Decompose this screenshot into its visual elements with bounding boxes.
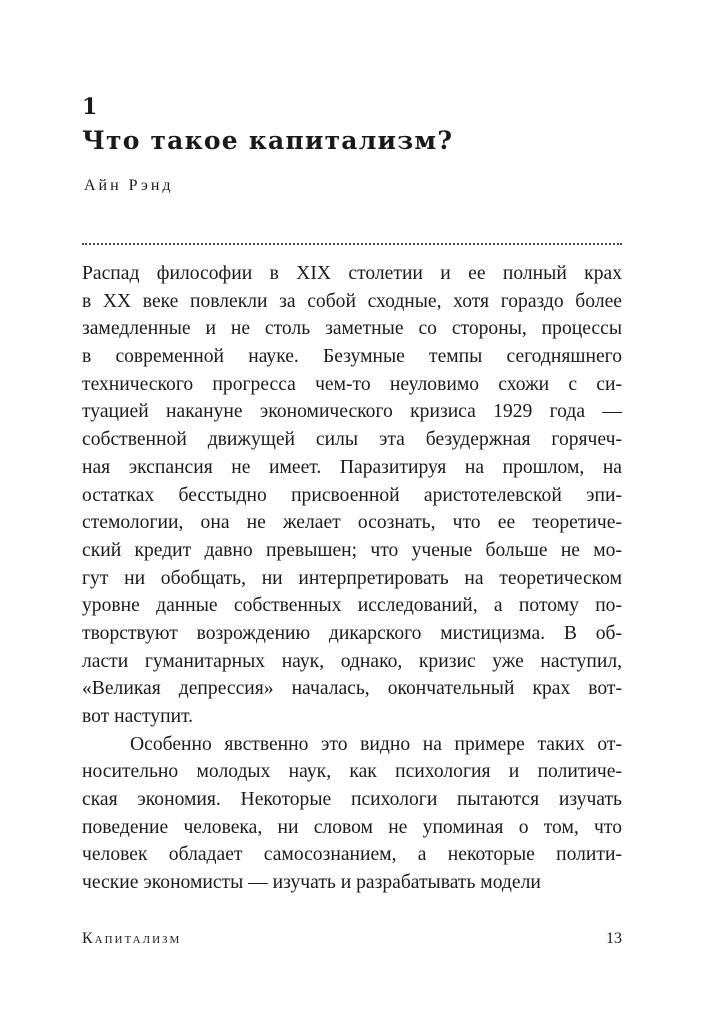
text-line: в современной науке. Безумные темпы сегодняшнего — [82, 346, 622, 368]
text-line: ласти гуманитарных наук, однако, кризис уже наступил, — [82, 650, 622, 672]
text-line: технического прогресса чем-то неуловимо схожи с си- — [82, 373, 622, 395]
text-line: стемологии, она не желает осознать, что ее теоретиче- — [82, 512, 622, 534]
dotted-divider — [82, 243, 622, 245]
text-line: замедленные и не столь заметные со стороны, процессы — [82, 318, 622, 340]
page-number: 13 — [606, 930, 622, 947]
paragraph — [82, 731, 622, 897]
paragraph — [82, 260, 622, 731]
chapter-title: Что такое капитализм? — [82, 126, 454, 155]
running-title: Капитализм — [82, 930, 182, 947]
text-line: Особенно явственно это видно на примере таких от- — [130, 733, 622, 755]
chapter-number: 1 — [82, 94, 98, 120]
text-line: в XX веке повлекли за собой сходные, хотя гораздо более — [82, 290, 622, 312]
text-line: носительно молодых наук, как психология и политиче- — [82, 761, 622, 783]
chapter-author: Айн Рэнд — [84, 177, 174, 194]
text-line: ский кредит давно превышен; что ученые больше не мо- — [82, 539, 622, 561]
text-line: «Великая депрессия» началась, окончательный крах вот- — [82, 678, 622, 700]
text-line: уровне данные собственных исследований, а потому по- — [82, 595, 622, 617]
text-line: поведение человека, ни словом не упоминая о том, что — [82, 816, 622, 838]
text-line: ческие экономисты — изучать и разрабатывать модели — [82, 872, 541, 894]
text-line: туацией накануне экономического кризиса 1929 года — — [82, 401, 622, 423]
text-line: остатках бесстыдно присвоенной аристотелевской эпи- — [82, 484, 622, 506]
text-line: гут ни обобщать, ни интерпретировать на теоретическом — [82, 567, 622, 589]
text-line: творствуют возрождению дикарского мистицизма. В об- — [82, 622, 622, 644]
text-line: Распад философии в XIX столетии и ее полный крах — [82, 263, 622, 284]
text-line: ская экономия. Некоторые психологи пытаются изучать — [82, 789, 622, 811]
text-line: ная экспансия не имеет. Паразитируя на прошлом, на — [82, 456, 622, 478]
body-text — [82, 260, 622, 897]
text-line: собственной движущей силы эта безудержная горячеч- — [82, 429, 622, 451]
text-line: человек обладает самосознанием, а некоторые полити- — [82, 844, 622, 866]
text-line: вот наступит. — [82, 706, 194, 727]
